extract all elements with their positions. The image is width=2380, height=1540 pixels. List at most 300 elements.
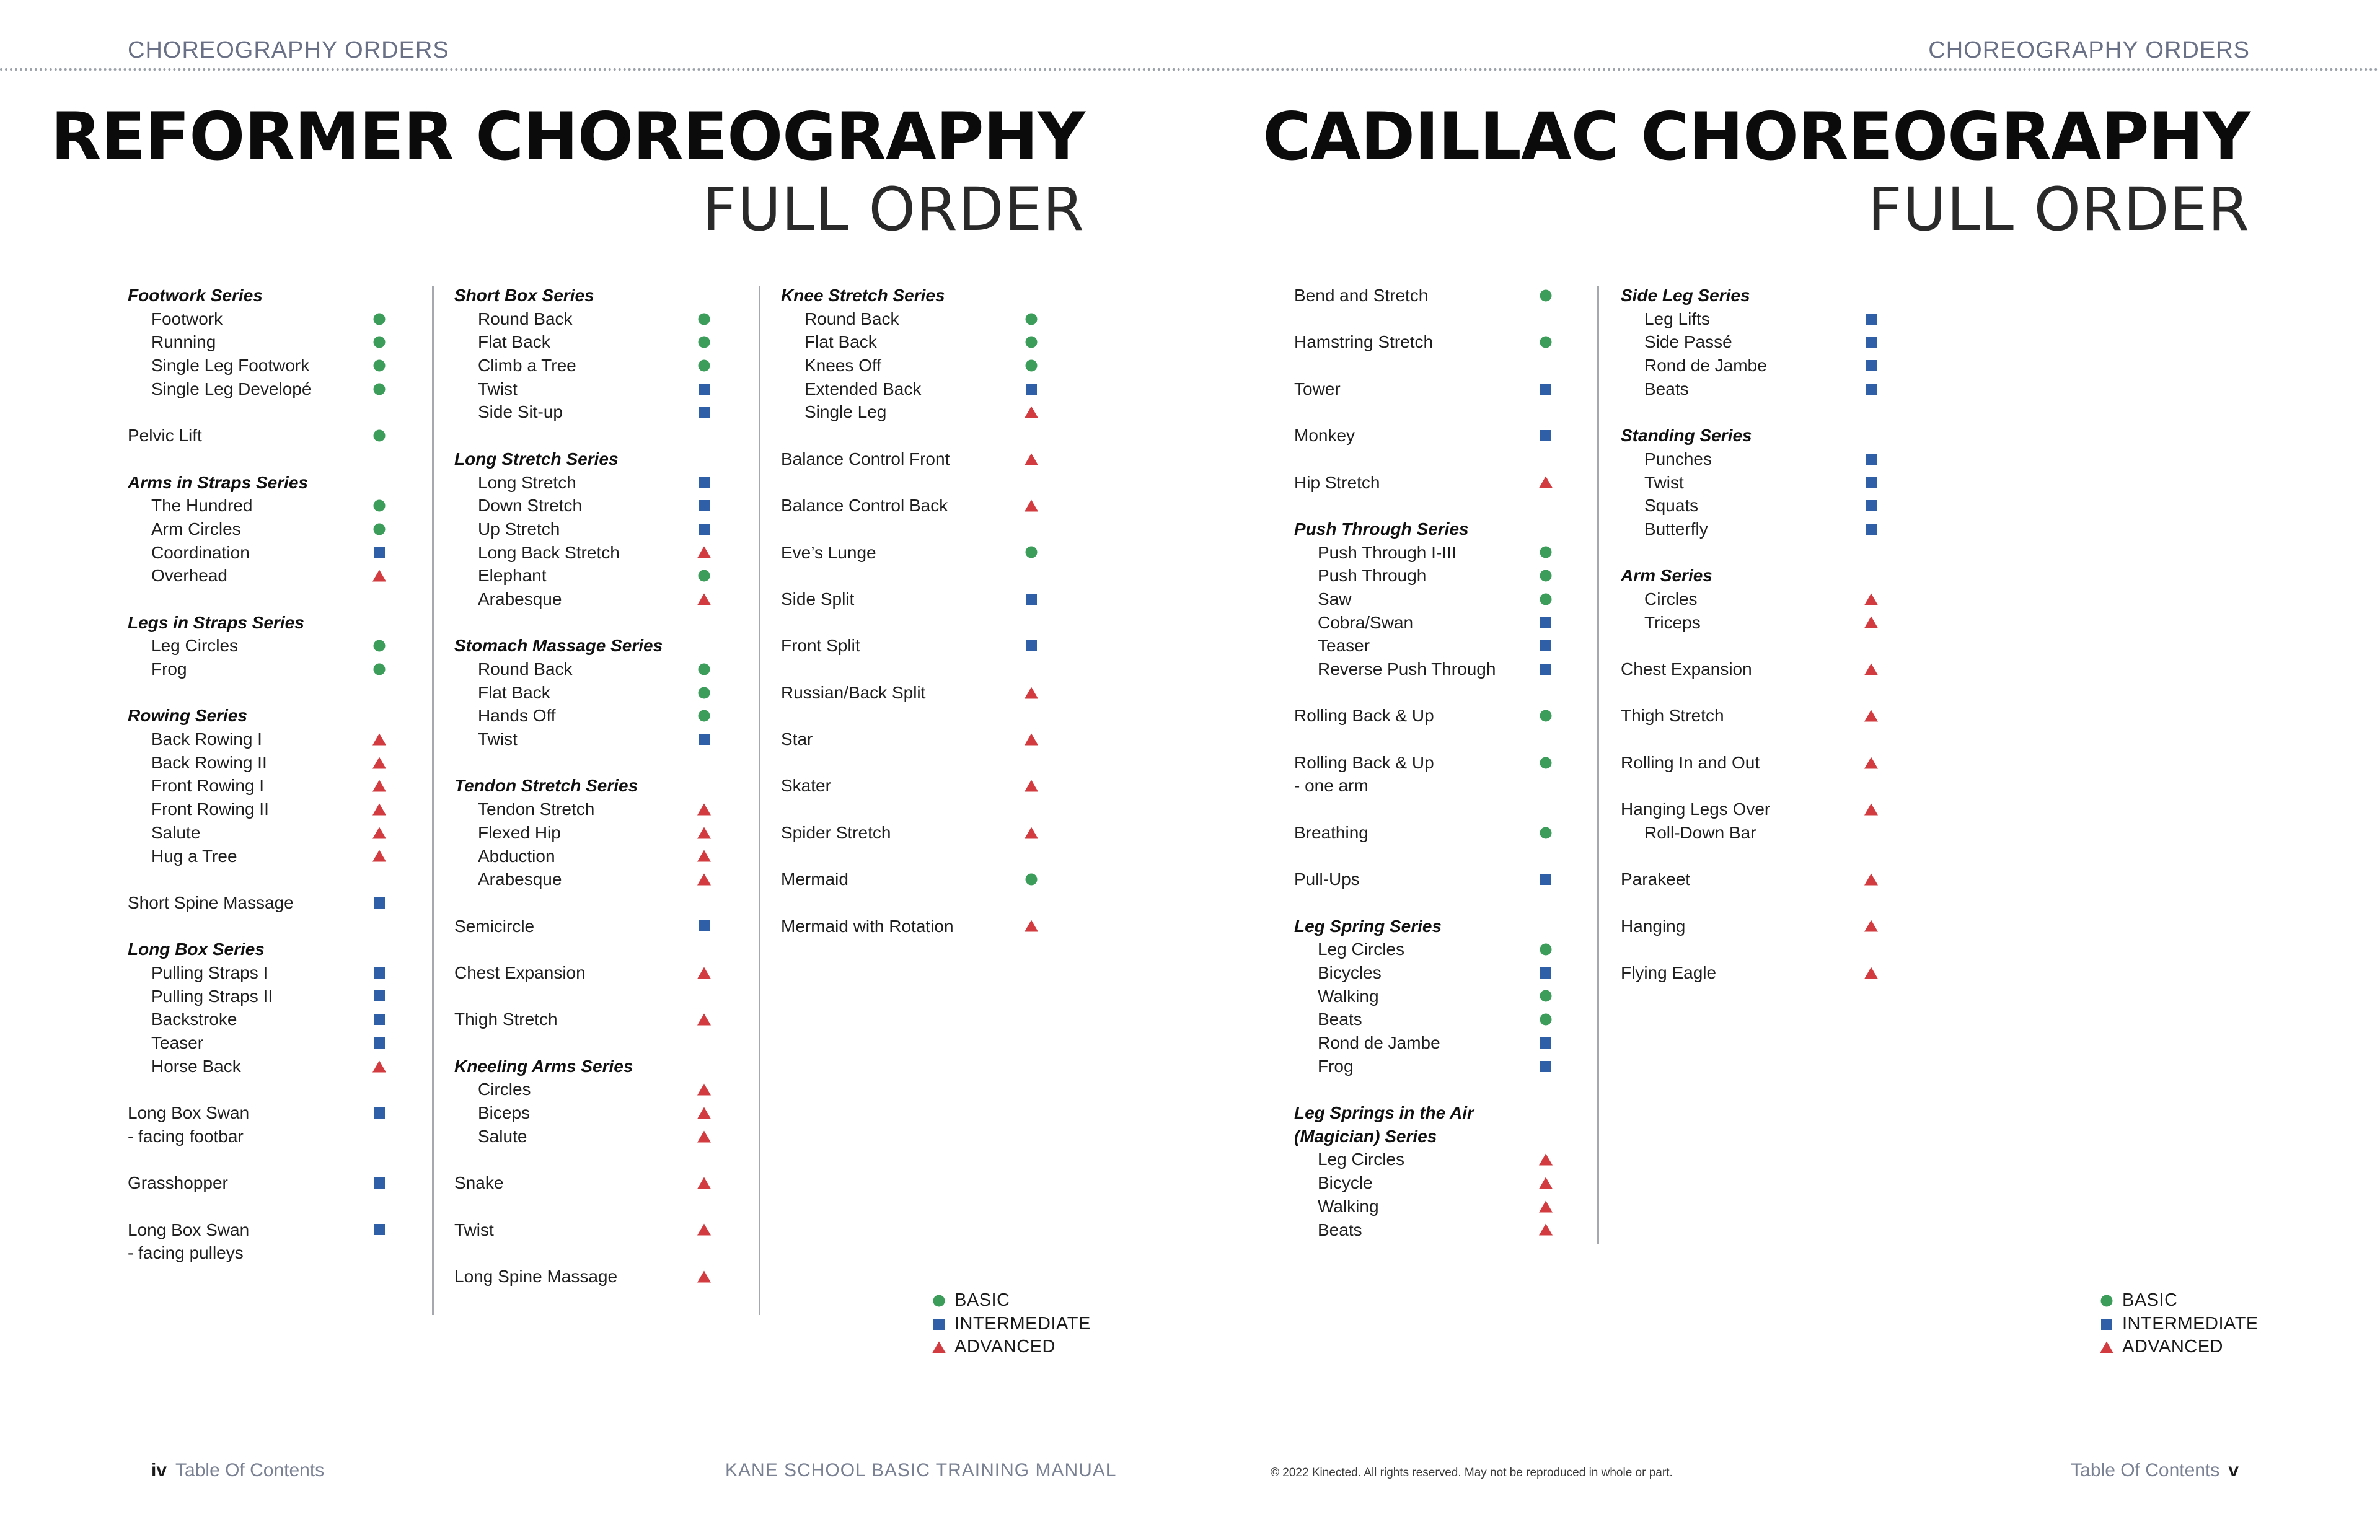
footer-left [151, 1460, 324, 1481]
exercise-label: Flying Eagle [1621, 962, 1717, 982]
exercise-label: Long Box Series [128, 939, 265, 959]
advanced-triangle-icon [932, 1342, 946, 1353]
basic-circle-icon [374, 663, 386, 675]
column-divider [759, 286, 760, 1315]
advanced-triangle-icon [372, 757, 386, 768]
exercise-item [781, 587, 954, 611]
spacer [781, 891, 954, 915]
exercise-label: Flat Back [478, 332, 550, 352]
spacer [1294, 400, 1496, 424]
advanced-triangle-icon [1864, 617, 1878, 628]
series-exercise [128, 985, 311, 1008]
exercise-label: Breathing [1294, 822, 1368, 842]
footer-manual-title: KANE SCHOOL BASIC TRAINING MANUAL [725, 1460, 1117, 1481]
advanced-triangle-icon [697, 593, 711, 605]
exercise-label: Pulling Straps II [151, 986, 273, 1006]
exercise-label: Footwork Series [128, 286, 263, 305]
exercise-label: Semicircle [454, 916, 535, 936]
spacer [454, 1195, 663, 1218]
series-exercise [1621, 587, 1770, 611]
spacer [1621, 541, 1770, 565]
intermediate-square-icon [699, 524, 710, 535]
exercise-label: Roll-Down Bar [1644, 822, 1756, 842]
spacer [454, 611, 663, 635]
advanced-triangle-icon [697, 1270, 711, 1282]
footer-copyright: © 2022 Kinected. All rights reserved. May not be reproduced in whole or part. [1271, 1466, 1673, 1479]
basic-circle-icon [1540, 757, 1552, 768]
advanced-triangle-icon [697, 850, 711, 862]
series-exercise [454, 1101, 663, 1125]
basic-circle-icon [1026, 359, 1038, 371]
exercise-item [454, 1008, 663, 1031]
series-exercise [1294, 1171, 1496, 1195]
series-exercise [454, 587, 663, 611]
page-number-left: iv [151, 1460, 167, 1481]
exercise-label: Salute [151, 822, 201, 842]
series-exercise [781, 330, 954, 354]
exercise-label: Circles [478, 1080, 531, 1099]
exercise-label: Side Sit-up [478, 402, 563, 422]
intermediate-square-icon [1866, 477, 1877, 488]
exercise-item [1621, 868, 1770, 891]
series-exercise [128, 961, 311, 985]
intermediate-square-icon [1540, 384, 1551, 395]
exercise-label: Hamstring Stretch [1294, 332, 1434, 352]
spacer [128, 587, 311, 611]
exercise-label: Running [151, 332, 216, 352]
exercise-label: Elephant [478, 566, 547, 586]
exercise-item [781, 774, 954, 798]
exercise-label: Legs in Straps Series [128, 612, 304, 632]
advanced-triangle-icon [697, 1107, 711, 1119]
exercise-label: Chest Expansion [454, 962, 586, 982]
exercise-label: Pulling Straps I [151, 962, 268, 982]
intermediate-square-icon [699, 500, 710, 511]
series-exercise [454, 821, 663, 845]
basic-circle-icon [1540, 1014, 1552, 1026]
spacer [128, 868, 311, 891]
intermediate-square-icon [1540, 1061, 1551, 1072]
exercise-label: Leg Circles [1318, 1150, 1405, 1169]
series-exercise [454, 517, 663, 541]
exercise-label: Abduction [478, 846, 555, 866]
series-exercise [454, 845, 663, 868]
advanced-triangle-icon [372, 733, 386, 745]
advanced-triangle-icon [697, 874, 711, 886]
series-header [1621, 564, 1770, 587]
advanced-triangle-icon [1025, 500, 1038, 512]
exercise-label: Thigh Stretch [1621, 706, 1724, 726]
spacer [128, 1148, 311, 1171]
exercise-item [128, 891, 311, 915]
exercise-label: Leg Circles [151, 636, 239, 656]
spacer [1294, 798, 1496, 821]
spacer [128, 915, 311, 938]
series-exercise [454, 868, 663, 891]
spacer [454, 985, 663, 1008]
legend-label: ADVANCED [954, 1337, 1056, 1357]
series-exercise [1294, 1055, 1496, 1078]
exercise-label: Bicycles [1318, 962, 1382, 982]
exercise-label: Front Rowing I [151, 776, 265, 796]
series-exercise [1621, 447, 1770, 471]
basic-circle-icon [1540, 710, 1552, 722]
series-exercise [454, 1125, 663, 1148]
exercise-label: Tower [1294, 379, 1341, 398]
exercise-label: Short Spine Massage [128, 892, 294, 912]
advanced-triangle-icon [1539, 1177, 1553, 1189]
series-exercise [128, 634, 311, 658]
exercise-item [454, 1218, 663, 1242]
series-header [1294, 1125, 1496, 1148]
series-exercise [1294, 961, 1496, 985]
intermediate-square-icon [1540, 640, 1551, 651]
exercise-label: Saw [1318, 589, 1352, 609]
legend-basic [931, 1289, 1091, 1313]
exercise-label: Leg Springs in the Air [1294, 1103, 1474, 1123]
exercise-item [1621, 751, 1770, 775]
basic-circle-icon [374, 359, 386, 371]
exercise-label: Twist [478, 729, 518, 749]
intermediate-square-icon [699, 920, 710, 931]
series-exercise [781, 354, 954, 377]
series-exercise [1294, 985, 1496, 1008]
exercise-label: Hug a Tree [151, 846, 237, 866]
advanced-triangle-icon [1539, 1224, 1553, 1236]
spacer [781, 751, 954, 775]
cadillac-subtitle: FULL ORDER [1867, 175, 2250, 244]
exercise-label: Side Split [781, 589, 855, 609]
intermediate-square-icon [1866, 524, 1877, 535]
advanced-triangle-icon [1864, 920, 1878, 932]
spacer [1294, 307, 1496, 331]
exercise-label: Arabesque [478, 589, 562, 609]
running-head-right: CHOREOGRAPHY ORDERS [1928, 37, 2250, 63]
spacer [781, 845, 954, 868]
exercise-item [1621, 704, 1770, 728]
series-exercise [1621, 354, 1770, 377]
legend-label: BASIC [2122, 1290, 2178, 1310]
advanced-triangle-icon [1864, 874, 1878, 886]
advanced-triangle-icon [1864, 757, 1878, 768]
exercise-label: Bicycle [1318, 1173, 1373, 1193]
exercise-label: Round Back [478, 309, 573, 328]
spacer [1621, 728, 1770, 751]
exercise-label: Punches [1644, 449, 1712, 469]
spacer [1621, 634, 1770, 658]
intermediate-square-icon [1026, 594, 1037, 605]
exercise-label: Tendon Stretch Series [454, 776, 638, 796]
series-exercise [1294, 564, 1496, 587]
basic-circle-icon [699, 359, 710, 371]
intermediate-square-icon [374, 1037, 385, 1049]
intermediate-square-icon [1540, 967, 1551, 979]
spacer [454, 751, 663, 775]
series-exercise [454, 494, 663, 517]
series-exercise [1621, 330, 1770, 354]
series-exercise [454, 728, 663, 751]
spacer [454, 938, 663, 961]
basic-circle-icon [1540, 827, 1552, 838]
legend-intermediate [2099, 1313, 2259, 1336]
exercise-label: Single Leg Developé [151, 379, 312, 398]
exercise-label: Extended Back [804, 379, 922, 398]
advanced-triangle-icon [2100, 1342, 2113, 1353]
exercise-item [781, 681, 954, 705]
exercise-label: Walking [1318, 1196, 1379, 1216]
spacer [454, 1148, 663, 1171]
basic-circle-icon [1026, 337, 1038, 348]
series-exercise [1294, 1031, 1496, 1055]
spacer [1294, 447, 1496, 471]
basic-circle-icon [1540, 990, 1552, 1002]
intermediate-square-icon [1540, 874, 1551, 885]
series-exercise [128, 517, 311, 541]
exercise-label: Tendon Stretch [478, 799, 595, 819]
series-exercise [1621, 517, 1770, 541]
exercise-item [1621, 798, 1770, 821]
intermediate-square-icon [374, 990, 385, 1001]
series-exercise [128, 307, 311, 331]
spacer [454, 1031, 663, 1055]
series-exercise [454, 377, 663, 401]
advanced-triangle-icon [697, 1130, 711, 1142]
series-exercise [1621, 377, 1770, 401]
exercise-item [1294, 868, 1496, 891]
series-exercise [128, 774, 311, 798]
advanced-triangle-icon [1539, 477, 1553, 488]
advanced-triangle-icon [1025, 687, 1038, 698]
series-exercise [454, 1078, 663, 1101]
advanced-triangle-icon [1025, 827, 1038, 838]
intermediate-square-icon [699, 407, 710, 418]
series-exercise [454, 658, 663, 681]
exercise-label: Arm Circles [151, 519, 241, 539]
intermediate-square-icon [699, 384, 710, 395]
advanced-triangle-icon [1539, 1154, 1553, 1166]
exercise-label: Salute [478, 1126, 527, 1146]
exercise-label: - facing footbar [128, 1126, 244, 1146]
spacer [781, 611, 954, 635]
intermediate-square-icon [1026, 384, 1037, 395]
exercise-label: Long Stretch Series [454, 449, 619, 469]
intermediate-square-icon [1026, 640, 1037, 651]
exercise-item [128, 1218, 311, 1242]
exercise-label: Back Rowing I [151, 729, 262, 749]
exercise-item [781, 821, 954, 845]
exercise-item [1294, 774, 1496, 798]
intermediate-square-icon [1866, 314, 1877, 325]
exercise-item [781, 868, 954, 891]
intermediate-square-icon [1540, 1037, 1551, 1049]
exercise-label: Stomach Massage Series [454, 636, 663, 656]
exercise-item [128, 1125, 311, 1148]
advanced-triangle-icon [1864, 710, 1878, 722]
exercise-label: Teaser [1318, 636, 1370, 656]
advanced-triangle-icon [1539, 1200, 1553, 1212]
exercise-label: Single Leg Footwork [151, 356, 310, 376]
legend-intermediate [931, 1313, 1091, 1336]
exercise-label: Bend and Stretch [1294, 286, 1429, 305]
spacer [1294, 494, 1496, 517]
exercise-item [128, 1241, 311, 1265]
exercise-label: Monkey [1294, 426, 1355, 446]
exercise-label: Cobra/Swan [1318, 612, 1414, 632]
exercise-label: Down Stretch [478, 496, 583, 516]
series-exercise [1294, 587, 1496, 611]
intermediate-square-icon [2101, 1319, 2112, 1330]
basic-circle-icon [699, 570, 710, 582]
basic-circle-icon [1540, 593, 1552, 605]
advanced-triangle-icon [697, 967, 711, 979]
page-number-right: v [2228, 1460, 2239, 1481]
series-header [1621, 424, 1770, 447]
exercise-label: Star [781, 729, 813, 749]
series-exercise [128, 377, 311, 401]
advanced-triangle-icon [372, 570, 386, 582]
series-exercise [1294, 1218, 1496, 1242]
legend-advanced [931, 1335, 1091, 1359]
exercise-label: Long Back Stretch [478, 542, 620, 562]
series-exercise [128, 1008, 311, 1031]
exercise-label: Balance Control Back [781, 496, 948, 516]
series-exercise [454, 798, 663, 821]
exercise-item [781, 494, 954, 517]
spacer [1294, 681, 1496, 705]
exercise-item [1621, 915, 1770, 938]
exercise-label: Balance Control Front [781, 449, 950, 469]
intermediate-square-icon [699, 734, 710, 745]
exercise-item [781, 541, 954, 565]
spacer [1294, 891, 1496, 915]
exercise-label: Flat Back [804, 332, 877, 352]
series-exercise [1621, 307, 1770, 331]
series-exercise [1621, 611, 1770, 635]
intermediate-square-icon [1866, 500, 1877, 511]
spacer [1294, 728, 1496, 751]
exercise-label: Side Leg Series [1621, 286, 1750, 305]
exercise-label: (Magician) Series [1294, 1126, 1437, 1146]
basic-circle-icon [699, 313, 710, 325]
basic-circle-icon [374, 640, 386, 652]
exercise-label: Teaser [151, 1033, 204, 1052]
toc-link-left[interactable]: Table Of Contents [175, 1460, 325, 1481]
series-exercise [1294, 634, 1496, 658]
intermediate-square-icon [1540, 430, 1551, 441]
spacer [1621, 938, 1770, 961]
exercise-label: Long Box Swan [128, 1220, 250, 1239]
series-exercise [454, 471, 663, 495]
intermediate-square-icon [699, 477, 710, 488]
exercise-label: Spider Stretch [781, 822, 891, 842]
exercise-item [1294, 284, 1496, 307]
running-head-left: CHOREOGRAPHY ORDERS [128, 37, 449, 63]
series-exercise [454, 541, 663, 565]
exercise-label: Hanging Legs Over [1621, 799, 1771, 819]
toc-link-right[interactable]: Table Of Contents [2071, 1460, 2220, 1481]
exercise-label: Frog [151, 659, 187, 679]
spacer [128, 1195, 311, 1218]
basic-circle-icon [1026, 874, 1038, 886]
advanced-triangle-icon [697, 1224, 711, 1236]
reformer-column-3 [781, 284, 954, 938]
column-divider [1597, 286, 1599, 1244]
spacer [781, 658, 954, 681]
exercise-label: Horse Back [151, 1056, 241, 1076]
exercise-label: Butterfly [1644, 519, 1708, 539]
spacer [1294, 1078, 1496, 1101]
advanced-triangle-icon [372, 780, 386, 792]
intermediate-square-icon [374, 1014, 385, 1025]
spacer [454, 891, 663, 915]
advanced-triangle-icon [1864, 803, 1878, 815]
exercise-label: The Hundred [151, 496, 253, 516]
legend-label: BASIC [954, 1290, 1010, 1310]
exercise-label: Arm Series [1621, 566, 1712, 586]
exercise-label: Beats [1318, 1220, 1362, 1239]
advanced-triangle-icon [372, 1060, 386, 1072]
cadillac-legend [2099, 1289, 2259, 1359]
advanced-triangle-icon [1025, 920, 1038, 932]
series-exercise [1294, 658, 1496, 681]
cadillac-column-2 [1621, 284, 1770, 985]
exercise-label: Twist [478, 379, 518, 398]
exercise-label: Leg Lifts [1644, 309, 1710, 328]
series-exercise [128, 354, 311, 377]
exercise-label: Footwork [151, 309, 223, 328]
exercise-label: - facing pulleys [128, 1243, 244, 1263]
exercise-item [128, 1101, 311, 1125]
exercise-label: Twist [454, 1220, 494, 1239]
cadillac-title: CADILLAC CHOREOGRAPHY [1263, 99, 2250, 175]
exercise-item [1294, 821, 1496, 845]
exercise-label: Flat Back [478, 682, 550, 702]
basic-circle-icon [1540, 547, 1552, 558]
series-exercise [454, 330, 663, 354]
series-header [1294, 1101, 1496, 1125]
exercise-label: Squats [1644, 496, 1699, 516]
basic-circle-icon [1026, 547, 1038, 558]
series-header [128, 704, 311, 728]
series-header [454, 774, 663, 798]
exercise-item [454, 961, 663, 985]
spacer [781, 564, 954, 587]
basic-circle-icon [1540, 289, 1552, 301]
intermediate-square-icon [374, 1224, 385, 1235]
series-header [1294, 517, 1496, 541]
intermediate-square-icon [374, 967, 385, 979]
advanced-triangle-icon [697, 1177, 711, 1189]
series-exercise [128, 798, 311, 821]
spacer [1621, 845, 1770, 868]
exercise-label: Kneeling Arms Series [454, 1056, 633, 1076]
exercise-label: Chest Expansion [1621, 659, 1752, 679]
series-exercise [1294, 541, 1496, 565]
advanced-triangle-icon [1864, 593, 1878, 605]
reformer-subtitle: FULL ORDER [702, 175, 1085, 244]
series-exercise [128, 564, 311, 587]
exercise-label: Russian/Back Split [781, 682, 926, 702]
exercise-label: Push Through [1318, 566, 1427, 586]
reformer-legend [931, 1289, 1091, 1359]
exercise-label: Rolling Back & Up [1294, 752, 1434, 772]
exercise-label: Push Through Series [1294, 519, 1469, 539]
intermediate-square-icon [374, 1107, 385, 1119]
exercise-label: Hanging [1621, 916, 1686, 936]
series-exercise [1621, 821, 1770, 845]
intermediate-square-icon [374, 897, 385, 909]
exercise-label: Eve’s Lunge [781, 542, 876, 562]
